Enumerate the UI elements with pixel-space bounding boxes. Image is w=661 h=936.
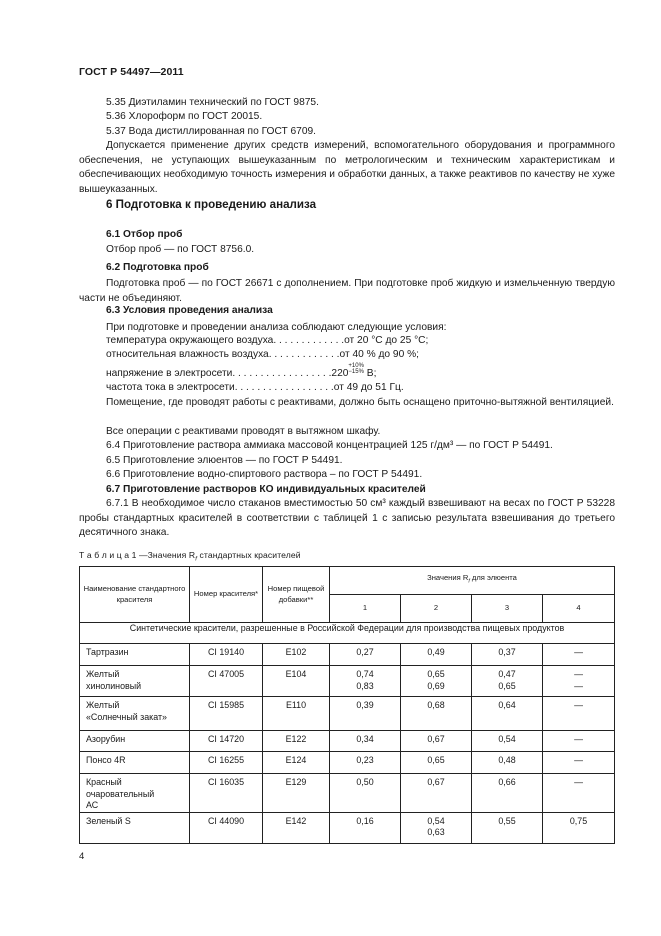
section-6-1-title: 6.1 Отбор проб: [106, 229, 183, 240]
section-6-6: 6.6 Приготовление водно-спиртового раствора – по ГОСТ Р 54491.: [106, 469, 423, 480]
section-6-2-text: Подготовка проб — по ГОСТ 26671 с дополнением. При подготовке проб жидкую и измельченную твердую части не объединяют.: [79, 278, 615, 304]
section-6-5: 6.5 Приготовление элюентов — по ГОСТ Р 54491.: [106, 455, 343, 466]
voltage-tolerance-plus: +10%: [348, 363, 364, 369]
food-additive-number: E129: [263, 774, 330, 813]
dye-number: CI 44090: [190, 812, 263, 843]
dye-name: Зеленый S: [80, 812, 190, 843]
header-dye-number: Номер красителя*: [190, 567, 263, 623]
rf-eluent-4: 0,75: [543, 812, 615, 843]
rf-eluent-3: 0,54: [472, 731, 543, 752]
table-row: [80, 752, 615, 774]
table-row: [80, 697, 615, 731]
condition-value: от 40 % до 90 %;: [339, 349, 419, 360]
dye-name: Желтый «Солнечный закат»: [80, 697, 190, 731]
document-code: ГОСТ Р 54497—2011: [79, 66, 184, 78]
food-additive-number: E124: [263, 752, 330, 774]
section-6-3-intro: При подготовке и проведении анализа соблюдают следующие условия:: [106, 322, 447, 333]
rf-eluent-2: 0,68: [401, 697, 472, 731]
reagent-item: 5.37 Вода дистиллированная по ГОСТ 6709.: [106, 126, 317, 137]
rf-eluent-3: 0,64: [472, 697, 543, 731]
group-title: Синтетические красители, разрешенные в Российской Федерации для производства пищевых продуктов: [80, 623, 615, 644]
rf-eluent-1: 0,39: [330, 697, 401, 731]
condition-label: температура окружающего воздуха: [106, 335, 274, 346]
rf-eluent-4: —: [543, 731, 615, 752]
dye-number: CI 16035: [190, 774, 263, 813]
header-eluent-4: 4: [543, 595, 615, 623]
dye-number: CI 15985: [190, 697, 263, 731]
dye-name: Понсо 4R: [80, 752, 190, 774]
rf-eluent-4: —: [543, 752, 615, 774]
dye-name: Тартразин: [80, 644, 190, 666]
food-additive-number: E122: [263, 731, 330, 752]
rf-eluent-2: 0,65 0,69: [401, 666, 472, 697]
rf-eluent-1: 0,16: [330, 812, 401, 843]
condition-voltage: напряжение в электросети. . . . . . . . . . . . . . . . . .220 +10% −15% В;: [106, 363, 377, 379]
rf-eluent-1: 0,50: [330, 774, 401, 813]
condition-unit: В;: [363, 368, 377, 379]
dye-number: CI 19140: [190, 644, 263, 666]
food-additive-number: E104: [263, 666, 330, 697]
condition-label: относительная влажность воздуха: [106, 349, 269, 360]
condition-humidity: относительная влажность воздуха. . . . . . . . . . . . .от 40 % до 90 %;: [106, 349, 419, 360]
section-6-4: 6.4 Приготовление раствора аммиака массовой концентрацией 125 г/дм³ — по ГОСТ Р 54491.: [106, 440, 553, 451]
dye-number: CI 16255: [190, 752, 263, 774]
condition-label: частота тока в электросети: [106, 382, 235, 393]
rf-eluent-4: —: [543, 697, 615, 731]
voltage-tolerance-minus: −15%: [348, 369, 364, 375]
rf-eluent-2: 0,67: [401, 731, 472, 752]
rf-eluent-3: 0,48: [472, 752, 543, 774]
dye-rf-table: [79, 566, 615, 844]
rf-eluent-1: 0,34: [330, 731, 401, 752]
condition-frequency: частота тока в электросети. . . . . . . . . . . . . . . . . .от 49 до 51 Гц.: [106, 382, 404, 393]
allowed-paragraph: Допускается применение других средств измерений, вспомогательного оборудования и программного обеспечения, не уступающих вышеуказанным по метрологическим и техническим характеристикам и обеспечивающих необходимую точность измерения и обработки данных, а также реактивов по качеству не хуже вышеуказанных.: [79, 140, 616, 195]
condition-label: напряжение в электросети: [106, 368, 233, 379]
rf-eluent-3: 0,55: [472, 812, 543, 843]
table-row: [80, 644, 615, 666]
section-6-title: 6 Подготовка к проведению анализа: [106, 198, 317, 211]
header-rf-values: Значения $R_f$ для элюента: [330, 567, 615, 595]
dye-number: CI 14720: [190, 731, 263, 752]
dye-name: Желтый хинолиновый: [80, 666, 190, 697]
rf-eluent-3: 0,37: [472, 644, 543, 666]
header-dye-name: Наименование стандартного красителя: [80, 567, 190, 623]
rf-eluent-1: 0,27: [330, 644, 401, 666]
header-food-additive-number: Номер пищевой добавки**: [263, 567, 330, 623]
rf-eluent-3: 0,47 0,65: [472, 666, 543, 697]
condition-value: 220: [331, 368, 349, 379]
rf-eluent-4: —: [543, 644, 615, 666]
reagent-item: 5.35 Диэтиламин технический по ГОСТ 9875.: [106, 97, 319, 108]
rf-eluent-4: —: [543, 774, 615, 813]
rf-eluent-2: 0,65: [401, 752, 472, 774]
header-eluent-1: 1: [330, 595, 401, 623]
section-6-2-title: 6.2 Подготовка проб: [106, 262, 209, 273]
rf-eluent-1: 0,23: [330, 752, 401, 774]
hood-text: Все операции с реактивами проводят в вытяжном шкафу.: [106, 426, 381, 437]
table-row: [80, 731, 615, 752]
condition-temperature: температура окружающего воздуха. . . . . . . . . . . . .от 20 °С до 25 °С;: [106, 335, 429, 346]
rf-eluent-2: 0,67: [401, 774, 472, 813]
table-row: [80, 774, 615, 813]
food-additive-number: E102: [263, 644, 330, 666]
table-row: [80, 812, 615, 843]
dye-name: Красный очаровательный АС: [80, 774, 190, 813]
rf-eluent-2: 0,49: [401, 644, 472, 666]
page-number: 4: [79, 851, 85, 862]
section-6-7-title: 6.7 Приготовление растворов КО индивидуальных красителей: [106, 484, 426, 495]
condition-value: от 49 до 51 Гц.: [333, 382, 404, 393]
section-6-7-1: 6.7.1 В необходимое число стаканов вместимостью 50 см³ каждый взвешивают на весах по ГОСТ Р 53228 пробы стандартных красителей в соответствии с таблицей 1 с записью результата взвешивания до третьего десятичного знака.: [79, 498, 615, 539]
condition-value: от 20 °С до 25 °С;: [344, 335, 429, 346]
header-eluent-3: 3: [472, 595, 543, 623]
rf-eluent-1: 0,74 0,83: [330, 666, 401, 697]
food-additive-number: E110: [263, 697, 330, 731]
rf-eluent-4: — —: [543, 666, 615, 697]
dye-number: CI 47005: [190, 666, 263, 697]
section-6-1-text: Отбор проб — по ГОСТ 8756.0.: [106, 244, 255, 255]
table-row: [80, 666, 615, 697]
food-additive-number: E142: [263, 812, 330, 843]
section-6-3-title: 6.3 Условия проведения анализа: [106, 305, 273, 316]
rf-eluent-2: 0,54 0,63: [401, 812, 472, 843]
reagent-item: 5.36 Хлороформ по ГОСТ 20015.: [106, 111, 263, 122]
room-paragraph: Помещение, где проводят работы с реактивами, должно быть оснащено приточно-вытяжной вентиляцией.: [106, 397, 614, 408]
header-eluent-2: 2: [401, 595, 472, 623]
dye-name: Азорубин: [80, 731, 190, 752]
rf-eluent-3: 0,66: [472, 774, 543, 813]
table-caption: Т а б л и ц а 1 —Значения $R_f$ стандартных красителей: [79, 550, 301, 563]
